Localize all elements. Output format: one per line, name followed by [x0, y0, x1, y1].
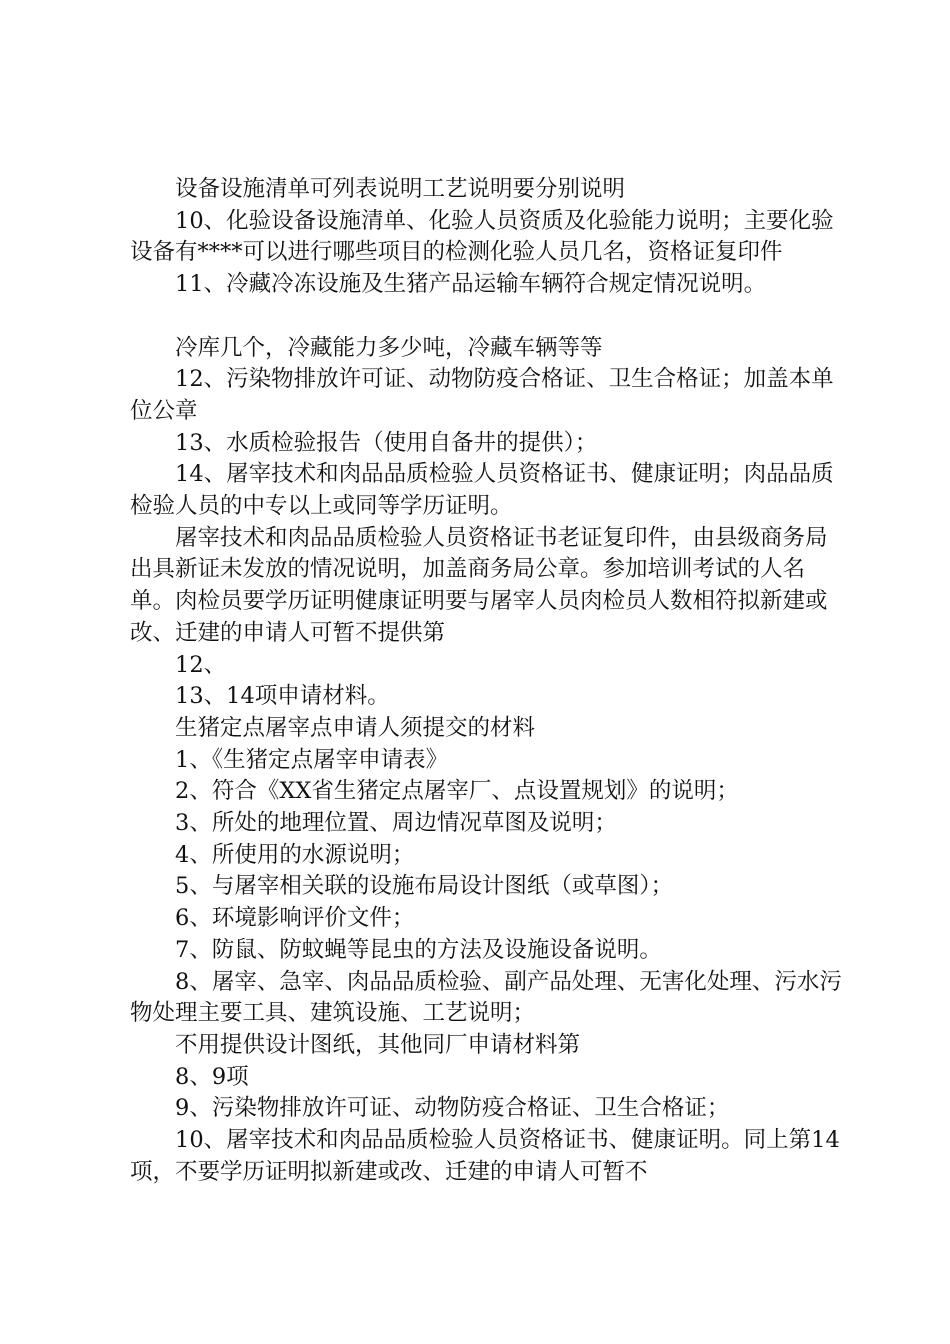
paragraph: 10、屠宰技术和肉品品质检验人员资格证书、健康证明。同上第14项，不要学历证明拟新建或改、迁建的申请人可暂不: [130, 1127, 840, 1185]
paragraph: 不用提供设计图纸，其他同厂申请材料第: [175, 1031, 581, 1058]
paragraph: 12、污染物排放许可证、动物防疫合格证、卫生合格证；加盖本单位公章: [130, 366, 834, 424]
paragraph: 13、14项申请材料。: [175, 683, 390, 710]
paragraph: 2、符合《XX省生猪定点屠宰厂、点设置规划》的说明；: [175, 778, 739, 805]
document-body: [130, 174, 842, 1188]
paragraph: 10、化验设备设施清单、化验人员资质及化验能力说明；主要化验设备有****可以进行哪些项目的检测化验人员几名，资格证复印件: [130, 207, 834, 266]
paragraph: 设备设施清单可列表说明工艺说明要分别说明: [175, 176, 626, 202]
paragraph: 冷库几个，冷藏能力多少吨，冷藏车辆等等: [175, 334, 603, 361]
paragraph: 6、环境影响评价文件；: [175, 905, 415, 932]
section-heading: 生猪定点屠宰点申请人须提交的材料: [175, 714, 536, 741]
paragraph: 12、: [175, 651, 227, 678]
paragraph: 8、9项: [175, 1063, 249, 1090]
paragraph: 屠宰技术和肉品品质检验人员资格证书老证复印件，由县级商务局出具新证未发放的情况说明，加盖商务局公章。参加培训考试的人名单。肉检员要学历证明健康证明要与屠宰人员肉检员人数相符拟新建或改、迁建的申请人可暂不提供第: [130, 524, 828, 646]
paragraph: 7、防鼠、防蚊蝇等昆虫的方法及设施设备说明。: [175, 936, 662, 963]
paragraph: 14、屠宰技术和肉品品质检验人员资格证书、健康证明；肉品品质检验人员的中专以上或同等学历证明。: [130, 461, 834, 520]
paragraph: 8、屠宰、急宰、肉品品质检验、副产品处理、无害化处理、污水污物处理主要工具、建筑设施、工艺说明；: [130, 968, 842, 1027]
paragraph: 9、污染物排放许可证、动物防疫合格证、卫生合格证；: [175, 1095, 730, 1122]
paragraph: 13、水质检验报告（使用自备井的提供）；: [175, 429, 598, 456]
paragraph: 5、与屠宰相关联的设施布局设计图纸（或草图）；: [175, 873, 674, 900]
paragraph: 4、所使用的水源说明；: [175, 841, 415, 868]
paragraph: 3、所处的地理位置、周边情况草图及说明；: [175, 810, 617, 837]
paragraph: 11、冷藏冷冻设施及生猪产品运输车辆符合规定情况说明。: [175, 271, 767, 298]
paragraph: 1、《生猪定点屠宰申请表》: [175, 746, 449, 773]
